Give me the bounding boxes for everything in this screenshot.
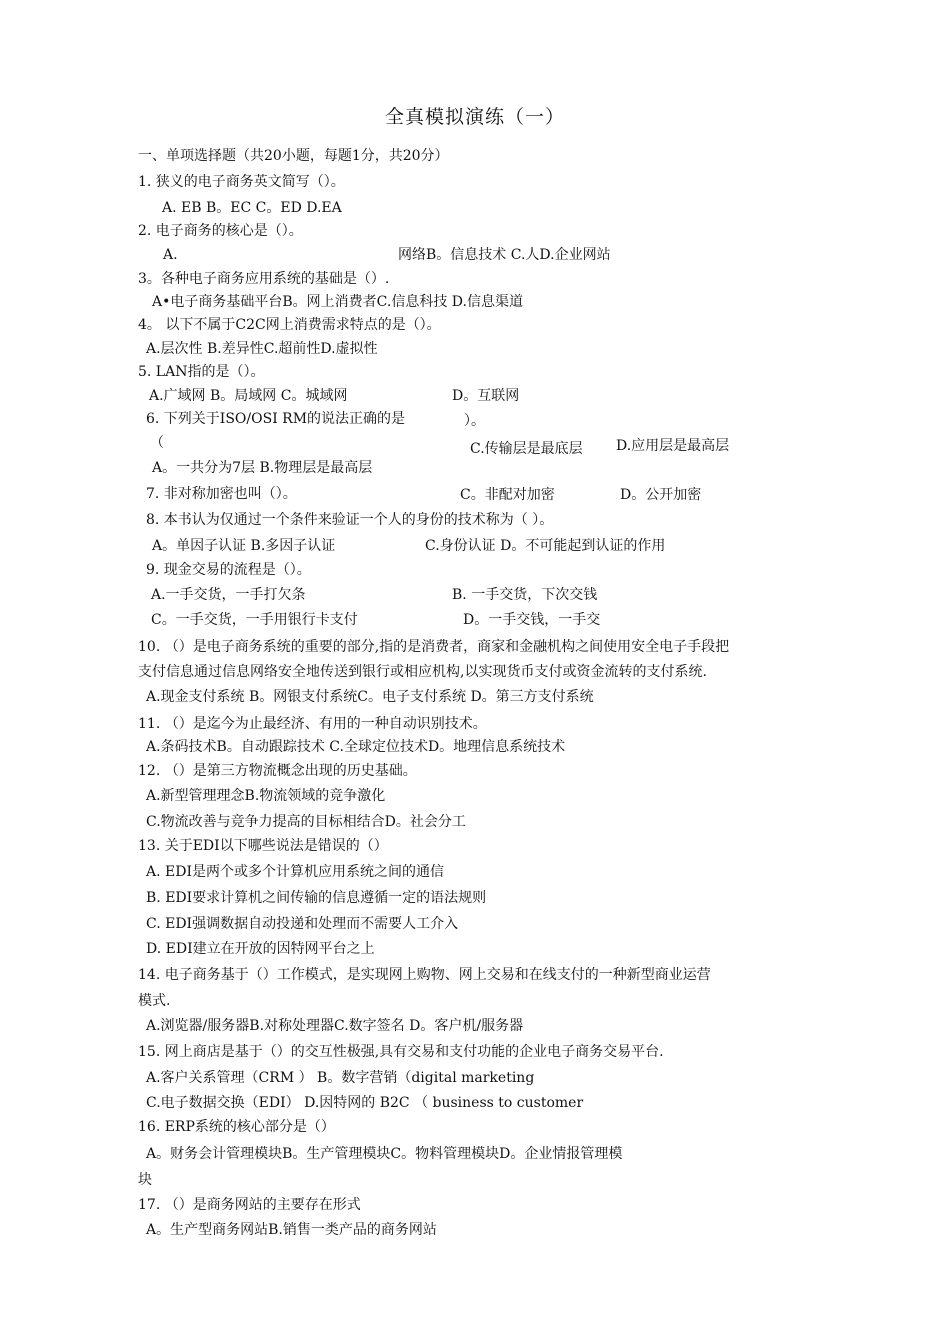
- question-2-options: 网络B。信息技术 C.人D.企业网站: [398, 247, 611, 263]
- question-7-stem: 7. 非对称加密也叫（）。: [146, 486, 297, 502]
- question-12-options-ab: A.新型管理理念B.物流领域的竞争激化: [146, 788, 386, 804]
- question-16-options-wrap: 块: [138, 1172, 152, 1188]
- question-10-options: A.现金支付系统 B。网银支付系统C。电子支付系统 D。第三方支付系统: [146, 689, 594, 705]
- question-6-option-d: D.应用层是最高层: [616, 438, 730, 454]
- question-11-stem: 11. （）是迄今为止最经济、有用的一种自动识别技术。: [138, 716, 487, 732]
- question-15-stem: 15. 网上商店是基于（）的交互性极强,具有交易和支付功能的企业电子商务交易平台.: [138, 1044, 664, 1060]
- question-11-options: A.条码技术B。自动跟踪技术 C.全球定位技术D。地理信息系统技术: [146, 739, 566, 755]
- question-6-stem: 6. 下列关于ISO/OSI RM的说法正确的是: [146, 411, 406, 427]
- question-9-option-d: D。一手交钱，一手交: [463, 612, 601, 628]
- question-17-stem: 17. （）是商务网站的主要存在形式: [138, 1197, 361, 1213]
- question-10-line-1: 10. （）是电子商务系统的重要的部分,指的是消费者，商家和金融机构之间使用安全电子手段把: [138, 639, 730, 655]
- question-9-option-c: C。一手交货，一手用银行卡支付: [151, 612, 358, 628]
- question-13-stem: 13. 关于EDI以下哪些说法是错误的（）: [138, 838, 388, 854]
- question-4-stem: 4。 以下不属于C2C网上消费需求特点的是（）。: [138, 317, 441, 333]
- question-12-stem: 12. （）是第三方物流概念出现的历史基础。: [138, 763, 417, 779]
- question-13-option-c: C. EDI强调数据自动投递和处理而不需要人工介入: [146, 916, 459, 932]
- question-8-stem: 8. 本书认为仅通过一个条件来验证一个人的身份的技术称为（ ）。: [146, 512, 554, 528]
- question-7-option-c: C。非配对加密: [460, 487, 555, 503]
- question-3-options: A•电子商务基础平台B。网上消费者C.信息科技 D.信息渠道: [152, 294, 523, 310]
- question-6-paren: （: [150, 435, 164, 451]
- question-15-options-cd: C.电子数据交换（EDI） D.因特网的 B2C （ business to customer: [146, 1095, 584, 1111]
- question-9-option-b: B. 一手交货，下次交钱: [452, 587, 598, 603]
- question-4-options: A.层次性 B.差异性C.超前性D.虚拟性: [146, 341, 378, 357]
- section-heading: 一、单项选择题（共20小题，每题1分，共20分）: [138, 148, 449, 164]
- question-16-options: A。财务会计管理模块B。生产管理模块C。物料管理模块D。企业情报管理模: [146, 1146, 623, 1162]
- question-14-options: A.浏览器/服务器B.对称处理器C.数字签名 D。客户机/服务器: [146, 1018, 524, 1034]
- question-10-line-2: 支付信息通过信息网络安全地传送到银行或相应机构,以实现货币支付或资金流转的支付系统.: [138, 664, 707, 680]
- question-8-options-right: C.身份认证 D。不可能起到认证的作用: [425, 538, 666, 554]
- question-13-option-b: B. EDI要求计算机之间传输的信息遵循一定的语法规则: [146, 890, 487, 906]
- question-12-options-cd: C.物流改善与竞争力提高的目标相结合D。社会分工: [146, 814, 466, 830]
- question-2-option-a: A.: [163, 247, 178, 263]
- question-1-options: A. EB B。EC C。ED D.EA: [162, 200, 342, 216]
- question-14-line-1: 14. 电子商务基于（）工作模式，是实现网上购物、网上交易和在线支付的一种新型商业运营: [138, 967, 711, 983]
- question-16-stem: 16. ERP系统的核心部分是（）: [138, 1119, 335, 1135]
- question-5-options-left: A.广域网 B。局域网 C。城域网: [149, 388, 348, 404]
- question-14-line-2: 模式.: [138, 993, 171, 1009]
- question-13-option-d: D. EDI建立在开放的因特网平台之上: [146, 941, 375, 957]
- question-15-options-ab: A.客户关系管理（CRM ） B。数字营销（digital marketing: [146, 1070, 535, 1086]
- question-1-stem: 1. 狭义的电子商务英文简写（）。: [138, 174, 345, 190]
- question-5-options-right: D。互联网: [452, 388, 520, 404]
- question-7-option-d: D。公开加密: [620, 487, 702, 503]
- question-6-options-ab: A。一共分为7层 B.物理层是最高层: [152, 460, 373, 476]
- page-title: 全真模拟演练（一）: [384, 106, 565, 128]
- question-6-stem-end: ）。: [464, 413, 485, 429]
- question-8-options-left: A。单因子认证 B.多因子认证: [152, 538, 336, 554]
- question-2-stem: 2. 电子商务的核心是（）。: [138, 223, 303, 239]
- question-17-options: A。生产型商务网站B.销售一类产品的商务网站: [146, 1222, 437, 1238]
- question-13-option-a: A. EDI是两个或多个计算机应用系统之间的通信: [146, 864, 444, 880]
- question-6-option-c: C.传输层是最底层: [470, 441, 583, 457]
- question-9-stem: 9. 现金交易的流程是（）。: [146, 562, 311, 578]
- question-9-option-a: A.一手交货，一手打欠条: [151, 587, 306, 603]
- question-3-stem: 3。各种电子商务应用系统的基础是（）.: [138, 271, 390, 287]
- question-5-stem: 5. LAN指的是（）。: [138, 364, 265, 380]
